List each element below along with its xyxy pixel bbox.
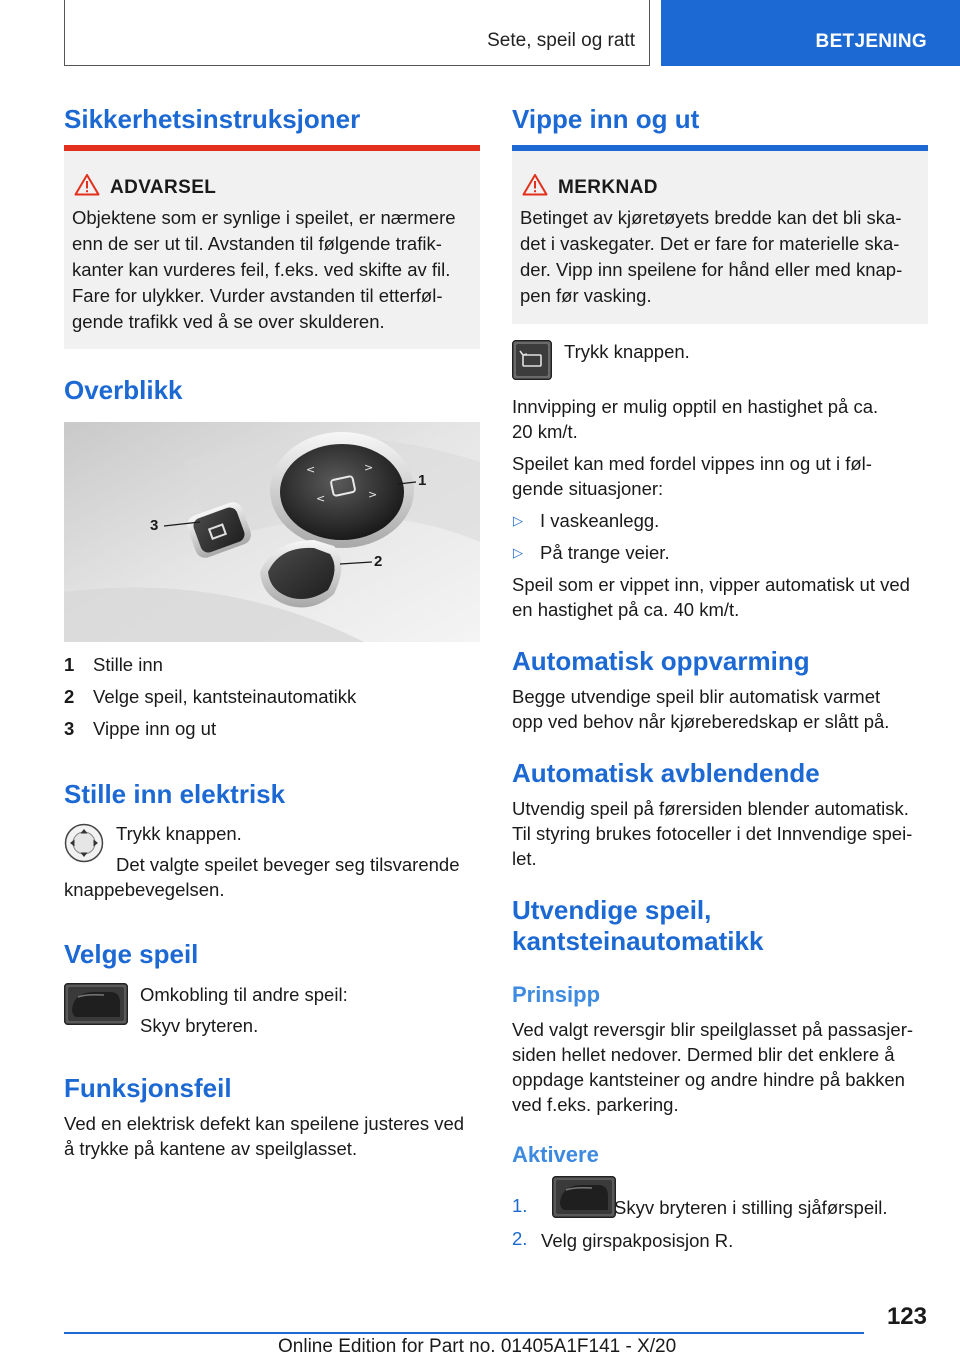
- text-line: ved f.eks. parkering.: [512, 1094, 679, 1115]
- text-line: Speilet kan med fordel vippes inn og ut i føl-: [512, 453, 872, 474]
- heading-line: kantsteinautomatikk: [512, 926, 764, 956]
- legend-text: Vippe inn og ut: [93, 718, 217, 739]
- heading-line: Utvendige speil,: [512, 895, 712, 925]
- note-box: [512, 151, 928, 324]
- svg-text:<: <: [306, 463, 316, 476]
- warning-title: ADVARSEL: [110, 177, 217, 198]
- fault-line: Ved en elektrisk defekt kan speilene justeres ved: [64, 1113, 465, 1134]
- step-number: 1.: [512, 1195, 528, 1216]
- legend-number: 1: [64, 654, 75, 675]
- heading-select: Velge speil: [64, 939, 199, 969]
- text-line: gende situasjoner:: [512, 478, 664, 499]
- warning-line: enn de ser ut til. Avstanden til følgende trafik-: [72, 233, 442, 254]
- warning-line: kanter kan vurderes feil, f.eks. ved skifte av fil.: [72, 259, 451, 280]
- step-text: Skyv bryteren i stilling sjåførspeil.: [614, 1197, 888, 1218]
- fold-paragraph-2: [512, 451, 928, 501]
- text-line: opp ved behov når kjøreberedskap er slått på.: [512, 711, 890, 732]
- section-title: Sete, speil og ratt: [487, 30, 635, 51]
- text-line: Ved valgt reversgir blir speilglasset på passasjer-: [512, 1019, 914, 1040]
- bullet-arrow-icon: ▷: [513, 513, 523, 528]
- step-number: 2.: [512, 1228, 528, 1249]
- fault-text: [64, 1111, 480, 1161]
- heading-fault: Funksjonsfeil: [64, 1073, 232, 1103]
- text-line: Speil som er vippet inn, vipper automatisk ut ved: [512, 574, 910, 595]
- callout-3: 3: [150, 517, 159, 534]
- adjust-desc-line: Det valgte speilet beveger seg tilsvarende: [116, 854, 460, 875]
- mirror-adjust-button-icon: [64, 823, 104, 863]
- note-title: MERKNAD: [558, 177, 658, 198]
- warning-text: [72, 205, 472, 335]
- text-line: let.: [512, 848, 537, 869]
- step-text: Velg girspakposisjon R.: [541, 1230, 734, 1251]
- callout-1: 1: [418, 472, 427, 489]
- warning-box: [64, 151, 480, 349]
- fold-paragraph-1: [512, 394, 928, 444]
- svg-text:>: >: [368, 488, 378, 501]
- heading-principle: Prinsipp: [512, 982, 601, 1007]
- heading-overview: Overblikk: [64, 375, 183, 405]
- note-line: det i vaskegater. Det er fare for materielle ska-: [520, 233, 900, 254]
- mirror-select-switch-icon: [552, 1176, 616, 1218]
- select-line: Skyv bryteren.: [140, 1015, 259, 1036]
- note-triangle-icon: [522, 173, 548, 196]
- heading-heating: Automatisk oppvarming: [512, 646, 810, 676]
- heading-fold: Vippe inn og ut: [512, 104, 700, 134]
- chapter-tab: [661, 0, 960, 66]
- text-line: Innvipping er mulig opptil en hastighet på ca.: [512, 396, 879, 417]
- mirror-fold-button-icon: [512, 340, 552, 380]
- svg-text:<: <: [316, 492, 326, 505]
- bullet-item: I vaskeanlegg.: [540, 510, 660, 531]
- warning-triangle-icon: [74, 173, 100, 196]
- warning-line: gende trafikk ved å se over skulderen.: [72, 311, 385, 332]
- heading-activate: Aktivere: [512, 1142, 599, 1167]
- select-line: Omkobling til andre speil:: [140, 984, 348, 1005]
- text-line: 20 km/t.: [512, 421, 578, 442]
- text-line: oppdage kantsteiner og andre hindre på bakken: [512, 1069, 905, 1090]
- legend-number: 2: [64, 686, 75, 707]
- footer-edition: Online Edition for Part no. 01405A1F141 - X/20: [278, 1336, 677, 1357]
- heading-adjust: Stille inn elektrisk: [64, 779, 286, 809]
- text-line: Begge utvendige speil blir automatisk varmet: [512, 686, 881, 707]
- legend-text: Stille inn: [93, 654, 163, 675]
- fault-line: å trykke på kantene av speilglasset.: [64, 1138, 358, 1159]
- footer-rule: [64, 1332, 864, 1334]
- heating-text: [512, 684, 928, 734]
- mirror-controls-photo: [64, 422, 480, 642]
- text-line: Til styring brukes fotoceller i det Innvendige spei-: [512, 823, 913, 844]
- mirror-controls-illustration: [64, 422, 480, 642]
- heading-curb: [512, 895, 763, 957]
- svg-text:>: >: [364, 461, 374, 474]
- warning-line: Fare for ulykker. Vurder avstanden til etterføl-: [72, 285, 443, 306]
- legend-text: Velge speil, kantsteinautomatikk: [93, 686, 357, 707]
- text-line: Utvendig speil på førersiden blender automatisk.: [512, 798, 909, 819]
- note-text: [520, 205, 920, 309]
- bullet-item: På trange veier.: [540, 542, 670, 563]
- fold-paragraph-3: [512, 572, 928, 622]
- page-number: 123: [886, 1303, 927, 1330]
- dimming-text: [512, 796, 928, 871]
- chapter-title: BETJENING: [815, 31, 927, 52]
- adjust-desc-line: knappebevegelsen.: [64, 879, 225, 900]
- principle-text: [512, 1017, 928, 1117]
- warning-line: Objektene som er synlige i speilet, er nærmere: [72, 207, 456, 228]
- text-line: siden hellet nedover. Dermed blir det enklere å: [512, 1044, 895, 1065]
- mirror-select-switch-icon: [64, 983, 128, 1025]
- heading-safety: Sikkerhetsinstruksjoner: [64, 104, 361, 134]
- running-header: [64, 0, 650, 66]
- legend-number: 3: [64, 718, 75, 739]
- note-line: Betinget av kjøretøyets bredde kan det bli ska-: [520, 207, 902, 228]
- bullet-arrow-icon: ▷: [513, 545, 523, 560]
- callout-2: 2: [374, 553, 383, 570]
- note-line: der. Vipp inn speilene for hånd eller med knap-: [520, 259, 903, 280]
- adjust-press-text: Trykk knappen.: [116, 823, 242, 844]
- note-line: pen før vasking.: [520, 285, 652, 306]
- text-line: en hastighet på ca. 40 km/t.: [512, 599, 740, 620]
- fold-press-text: Trykk knappen.: [564, 341, 690, 362]
- heading-dimming: Automatisk avblendende: [512, 758, 820, 788]
